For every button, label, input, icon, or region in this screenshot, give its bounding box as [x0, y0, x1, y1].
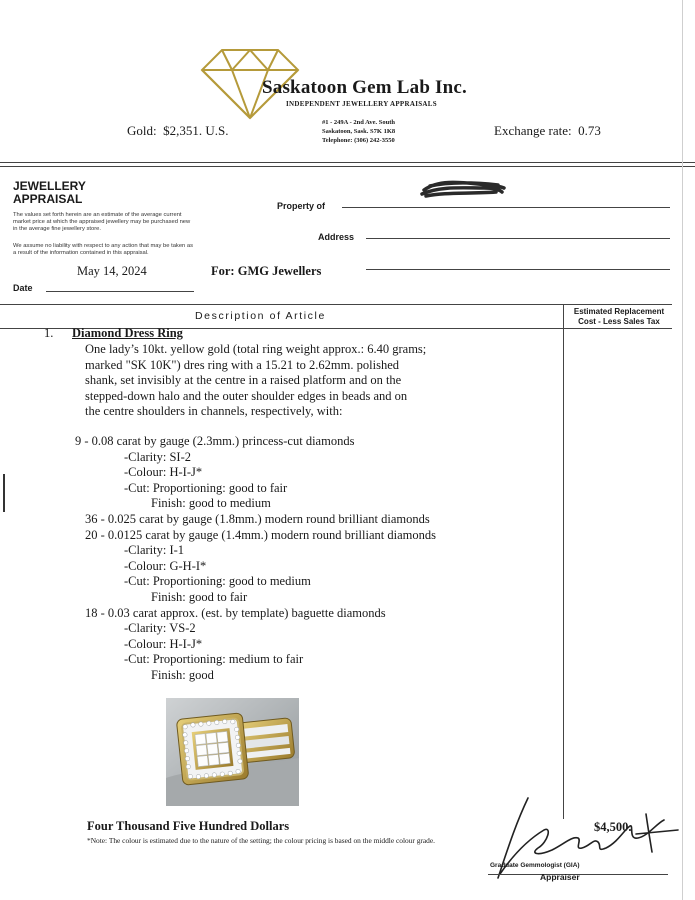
exchange-value: 0.73	[578, 123, 601, 138]
stone-group: 20 - 0.0125 carat by gauge (1.4mm.) modern round brilliant diamonds	[85, 527, 436, 542]
form-title-line: APPRAISAL	[13, 192, 83, 206]
client-field	[366, 269, 670, 270]
total-value: $4,500.	[594, 820, 632, 834]
stone-detail: -Cut: Proportioning: good to medium	[124, 574, 311, 589]
exchange-label: Exchange rate:	[494, 123, 572, 138]
stone-detail: -Clarity: I-1	[124, 543, 185, 558]
value-header-line: Estimated Replacement	[573, 307, 665, 316]
gold-label: Gold:	[127, 123, 157, 138]
company-address	[322, 118, 395, 145]
stone-list	[75, 434, 436, 684]
header-divider	[0, 162, 695, 163]
stone-detail: -Colour: H-I-J*	[124, 636, 203, 651]
description-header: Description of Article	[195, 310, 326, 322]
item-number: 1.	[44, 326, 54, 340]
stone-detail: -Colour: G-H-I*	[124, 558, 207, 573]
property-label: Property of	[277, 201, 326, 211]
header-divider	[0, 166, 695, 167]
address-label: Address	[318, 232, 355, 242]
value-header	[564, 307, 674, 327]
date-label: Date	[13, 283, 33, 293]
description-line: One lady’s 10kt. yellow gold (total ring weight approx.: 6.40 grams;	[85, 342, 427, 356]
form-title	[13, 180, 86, 206]
disclaimer-value: The values set forth herein are an estimate of the average current market price at which the appraised jewellery may be purchased new in the average fine jewellery store.	[13, 212, 191, 232]
exchange-rate	[494, 123, 601, 139]
company-tagline: INDEPENDENT JEWELLERY APPRAISALS	[286, 100, 437, 108]
stone-detail: -Colour: H-I-J*	[124, 465, 203, 480]
address-line: Saskatoon, Sask. S7K 1K8	[322, 128, 396, 135]
signer-title: Graduate Gemmologist (GIA)	[490, 862, 580, 869]
form-title-line: JEWELLERY	[13, 179, 86, 193]
item-title: Diamond Dress Ring	[72, 326, 183, 340]
description-line: the centre shoulders in channels, respectively, with:	[85, 404, 343, 419]
redaction-scribble	[418, 176, 508, 202]
ring-photo	[166, 698, 299, 806]
stone-group: 36 - 0.025 carat by gauge (1.8mm.) modern round brilliant diamonds	[85, 511, 430, 526]
appraiser-label: Appraiser	[540, 872, 580, 882]
table-top-rule	[0, 304, 672, 305]
value-header-line: Cost - Less Sales Tax	[578, 317, 660, 326]
disclaimer-liability: We assume no liability with respect to any action that may be taken as a result of the information contained in this appraisal.	[13, 243, 194, 256]
date-field	[46, 291, 194, 292]
stone-detail: Finish: good to medium	[151, 496, 271, 511]
stone-detail: Finish: good	[151, 667, 214, 682]
column-divider	[563, 304, 564, 819]
stone-detail: -Clarity: SI-2	[124, 449, 192, 464]
telephone: Telephone: (306) 242-3550	[322, 137, 395, 144]
page-edge	[682, 0, 683, 900]
description-line: shank, set invisibly at the centre in a raised platform and on the	[85, 373, 402, 388]
item-description	[85, 342, 426, 420]
description-line: stepped-down halo and the outer shoulder edges in beads and on	[85, 388, 408, 403]
gold-price	[127, 123, 229, 139]
stone-group: 9 - 0.08 carat by gauge (2.3mm.) princess-cut diamonds	[75, 434, 355, 448]
stone-group: 18 - 0.03 carat approx. (est. by template) baguette diamonds	[85, 605, 386, 620]
date-value: May 14, 2024	[77, 264, 147, 278]
stone-detail: -Cut: Proportioning: medium to fair	[124, 652, 304, 667]
company-name: Saskatoon Gem Lab Inc.	[262, 77, 467, 98]
address-field	[366, 238, 670, 239]
scan-mark	[3, 474, 5, 512]
gold-value: $2,351. U.S.	[163, 123, 229, 138]
client-name: For: GMG Jewellers	[211, 264, 322, 278]
address-line: #1 - 249A - 2nd Ave. South	[322, 119, 396, 126]
stone-detail: Finish: good to fair	[151, 589, 248, 604]
total-in-words: Four Thousand Five Hundred Dollars	[87, 819, 290, 833]
stone-detail: -Cut: Proportioning: good to fair	[124, 480, 288, 495]
property-field	[342, 207, 670, 208]
description-line: marked "SK 10K") dres ring with a 15.21 to 2.62mm. polished	[85, 357, 399, 372]
colour-note: *Note: The colour is estimated due to the nature of the setting; the colour pricing is based on the middle colour grade.	[87, 836, 435, 845]
stone-detail: -Clarity: VS-2	[124, 621, 196, 636]
